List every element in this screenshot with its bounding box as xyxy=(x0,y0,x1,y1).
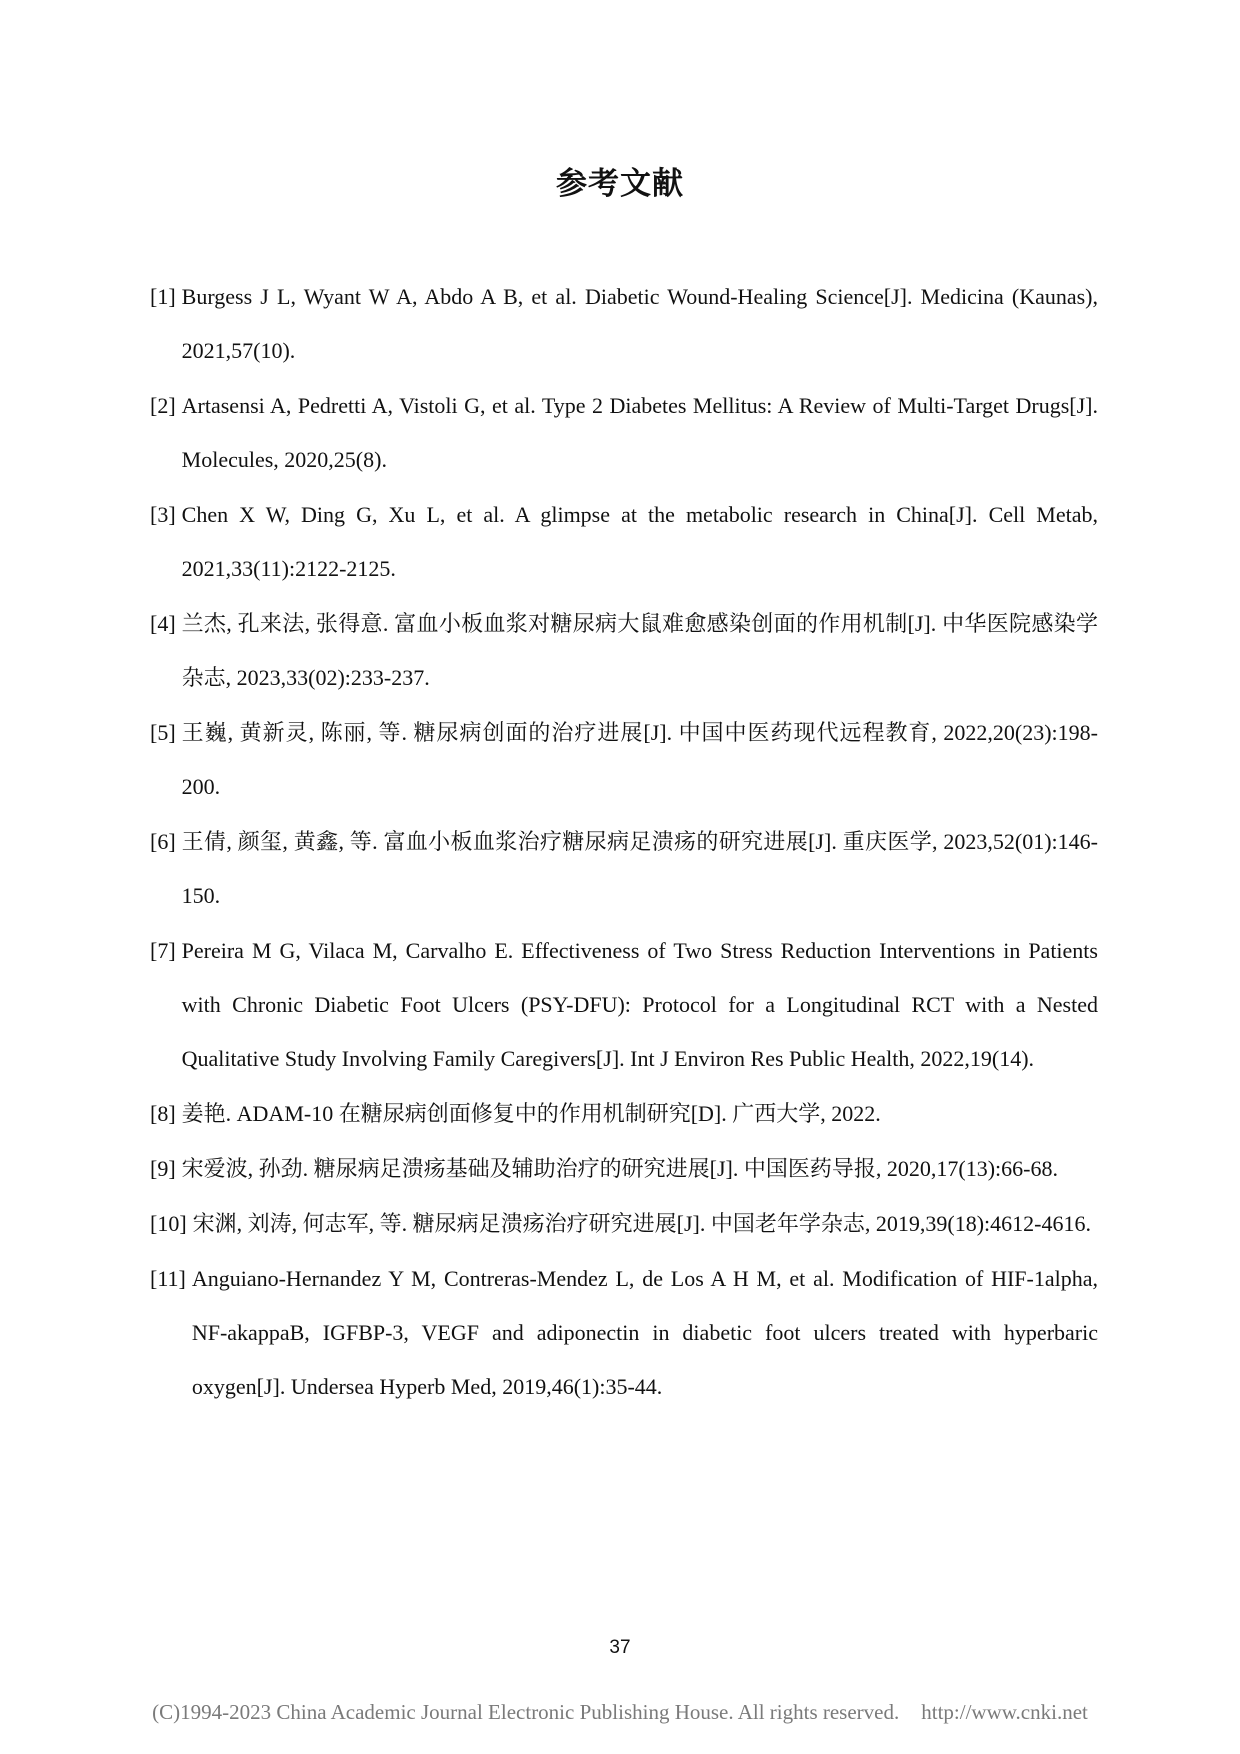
reference-text: 宋渊, 刘涛, 何志军, 等. 糖尿病足溃疡治疗研究进展[J]. 中国老年学杂志, 2019,39(18):4612-4616. xyxy=(192,1211,1091,1236)
reference-text: Pereira M G, Vilaca M, Carvalho E. Effectiveness of Two Stress Reduction Interventions in Patients with Chronic Diabetic Foot Ulcers (PSY-DFU): Protocol for a Longitudinal RCT with a Nested Qualitative Study Involving Family Caregivers[J]. Int J Environ Res Public Health, 2022,19(14). xyxy=(181,938,1098,1071)
reference-text: Artasensi A, Pedretti A, Vistoli G, et al. Type 2 Diabetes Mellitus: A Review of Multi-Target Drugs[J]. Molecules, 2020,25(8). xyxy=(181,393,1098,472)
reference-number: [6] xyxy=(150,829,176,854)
reference-text: 宋爱波, 孙劲. 糖尿病足溃疡基础及辅助治疗的研究进展[J]. 中国医药导报, 2020,17(13):66-68. xyxy=(181,1156,1058,1181)
reference-item-8 xyxy=(150,1087,1098,1141)
reference-number: [10] xyxy=(150,1211,187,1236)
page-title: 参考文献 xyxy=(556,166,684,202)
reference-number: [1] xyxy=(150,284,176,309)
reference-item-4 xyxy=(150,597,1098,705)
reference-number: [11] xyxy=(150,1266,186,1291)
footer-copyright xyxy=(0,1700,1240,1725)
reference-item-11 xyxy=(150,1252,1098,1414)
reference-item-10 xyxy=(150,1197,1098,1251)
reference-text: 王倩, 颜玺, 黄鑫, 等. 富血小板血浆治疗糖尿病足溃疡的研究进展[J]. 重庆医学, 2023,52(01):146-150. xyxy=(181,829,1098,908)
reference-number: [3] xyxy=(150,502,176,527)
reference-text: 兰杰, 孔来法, 张得意. 富血小板血浆对糖尿病大鼠难愈感染创面的作用机制[J]. 中华医院感染学杂志, 2023,33(02):233-237. xyxy=(181,611,1098,690)
reference-list xyxy=(150,270,1098,1415)
reference-item-1 xyxy=(150,270,1098,378)
copyright-text: (C)1994-2023 China Academic Journal Electronic Publishing House. All rights reserved. xyxy=(152,1700,900,1724)
reference-item-2 xyxy=(150,379,1098,487)
reference-item-5 xyxy=(150,706,1098,814)
reference-text: Anguiano-Hernandez Y M, Contreras-Mendez L, de Los A H M, et al. Modification of HIF-1alpha, NF-akappaB, IGFBP-3, VEGF and adiponectin in diabetic foot ulcers treated with hyperbaric oxygen[J]. Undersea Hyperb Med, 2019,46(1):35-44. xyxy=(191,1266,1098,1399)
reference-number: [4] xyxy=(150,611,176,636)
reference-number: [9] xyxy=(150,1156,176,1181)
reference-text: 姜艳. ADAM-10 在糖尿病创面修复中的作用机制研究[D]. 广西大学, 2022. xyxy=(181,1101,881,1126)
reference-number: [5] xyxy=(150,720,176,745)
page-number: 37 xyxy=(609,1637,631,1658)
reference-item-6 xyxy=(150,815,1098,923)
reference-item-9 xyxy=(150,1142,1098,1196)
reference-text: Chen X W, Ding G, Xu L, et al. A glimpse at the metabolic research in China[J]. Cell Metab, 2021,33(11):2122-2125. xyxy=(181,502,1098,581)
reference-text: Burgess J L, Wyant W A, Abdo A B, et al. Diabetic Wound-Healing Science[J]. Medicina (Kaunas), 2021,57(10). xyxy=(181,284,1098,363)
reference-number: [7] xyxy=(150,938,176,963)
reference-text: 王巍, 黄新灵, 陈丽, 等. 糖尿病创面的治疗进展[J]. 中国中医药现代远程教育, 2022,20(23):198-200. xyxy=(181,720,1098,799)
reference-number: [2] xyxy=(150,393,176,418)
reference-item-3 xyxy=(150,488,1098,596)
footer-url[interactable]: http://www.cnki.net xyxy=(921,1700,1088,1724)
reference-item-7 xyxy=(150,924,1098,1086)
reference-number: [8] xyxy=(150,1101,176,1126)
